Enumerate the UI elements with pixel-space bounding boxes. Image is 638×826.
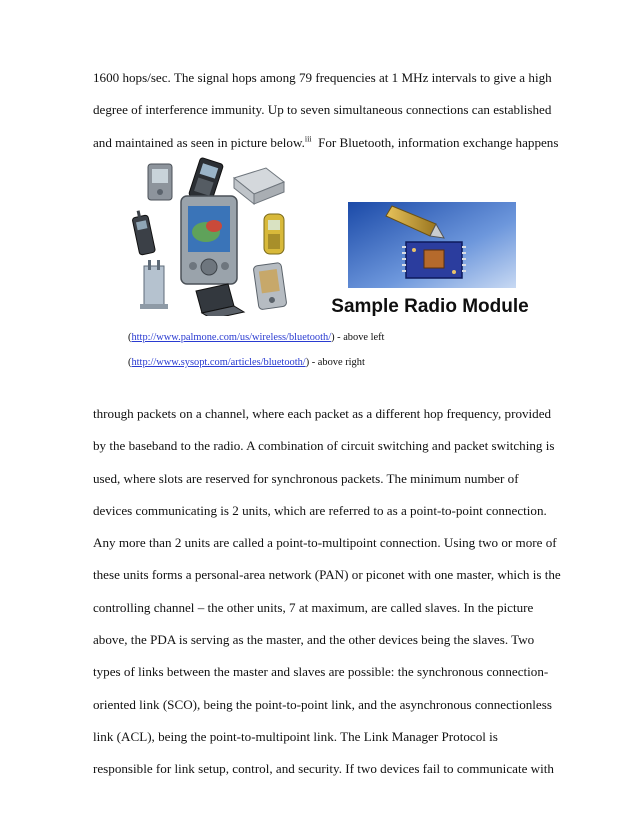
caption-left-source xyxy=(128,331,384,345)
sysopt-link[interactable]: http://www.sysopt.com/articles/bluetooth/ xyxy=(131,357,306,368)
top-paragraph xyxy=(93,62,563,159)
caption-suffix: ) - above right xyxy=(305,357,365,368)
central-pda-icon xyxy=(181,196,237,284)
body-paragraph xyxy=(93,398,563,786)
text-line: controlling channel – the other units, 7 at maximum, are called slaves. In the picture xyxy=(93,599,534,615)
bluetooth-devices-image xyxy=(126,156,316,316)
caption-suffix: ) - above left xyxy=(331,332,385,343)
text-line: through packets on a channel, where each packet as a different hop frequency, provided xyxy=(93,406,552,421)
text-line: above, the PDA is serving as the master, and the other devices being the slaves. Two xyxy=(93,632,535,648)
handheld-icon xyxy=(253,262,287,309)
footnote-marker: iii xyxy=(304,134,312,144)
text-line: degree of interference immunity. Up to seven simultaneous connections can established xyxy=(93,102,552,118)
yellow-phone-icon xyxy=(264,214,284,254)
text-line: used, where slots are reserved for synchronous packets. The minimum number of xyxy=(93,470,519,486)
radio-module-image xyxy=(318,194,542,322)
radio-chip-icon xyxy=(402,242,466,278)
access-point-icon xyxy=(140,260,168,309)
caption-paren: ( xyxy=(128,332,132,343)
laptop-icon xyxy=(196,284,244,316)
caption-right-source xyxy=(128,356,365,370)
text-line: 1600 hops/sec. The signal hops among 79 frequencies at 1 MHz intervals to give a high xyxy=(93,70,552,85)
text-fragment: For Bluetooth, information exchange happens xyxy=(311,134,559,150)
text-line: responsible for link setup, control, and security. If two devices fail to communicate with xyxy=(93,761,554,777)
text-line: Any more than 2 units are called a point-to-multipoint connection. Using two or more of xyxy=(93,535,557,551)
radio-module-label: Sample Radio Module xyxy=(331,296,529,317)
pda-device-icon xyxy=(148,164,172,200)
text-line: types of links between the master and slaves are possible: the synchronous connection- xyxy=(93,664,549,680)
text-fragment: and maintained as seen in picture below. xyxy=(93,134,305,150)
mobile-phone-icon xyxy=(131,209,156,255)
text-line: these units forms a personal-area network (PAN) or piconet with one master, which is the xyxy=(93,567,561,583)
text-line: devices communicating is 2 units, which are referred to as a point-to-point connection. xyxy=(93,502,547,518)
caption-paren: ( xyxy=(128,357,132,368)
text-line: link (ACL), being the point-to-multipoint link. The Link Manager Protocol is xyxy=(93,728,498,744)
printer-device-icon xyxy=(234,168,284,204)
text-line: by the baseband to the radio. A combination of circuit switching and packet switching is xyxy=(93,438,555,454)
text-line xyxy=(93,127,563,159)
palmone-link[interactable]: http://www.palmone.com/us/wireless/bluetooth/ xyxy=(131,332,332,343)
text-line: oriented link (SCO), being the point-to-point link, and the asynchronous connectionless xyxy=(93,696,552,712)
